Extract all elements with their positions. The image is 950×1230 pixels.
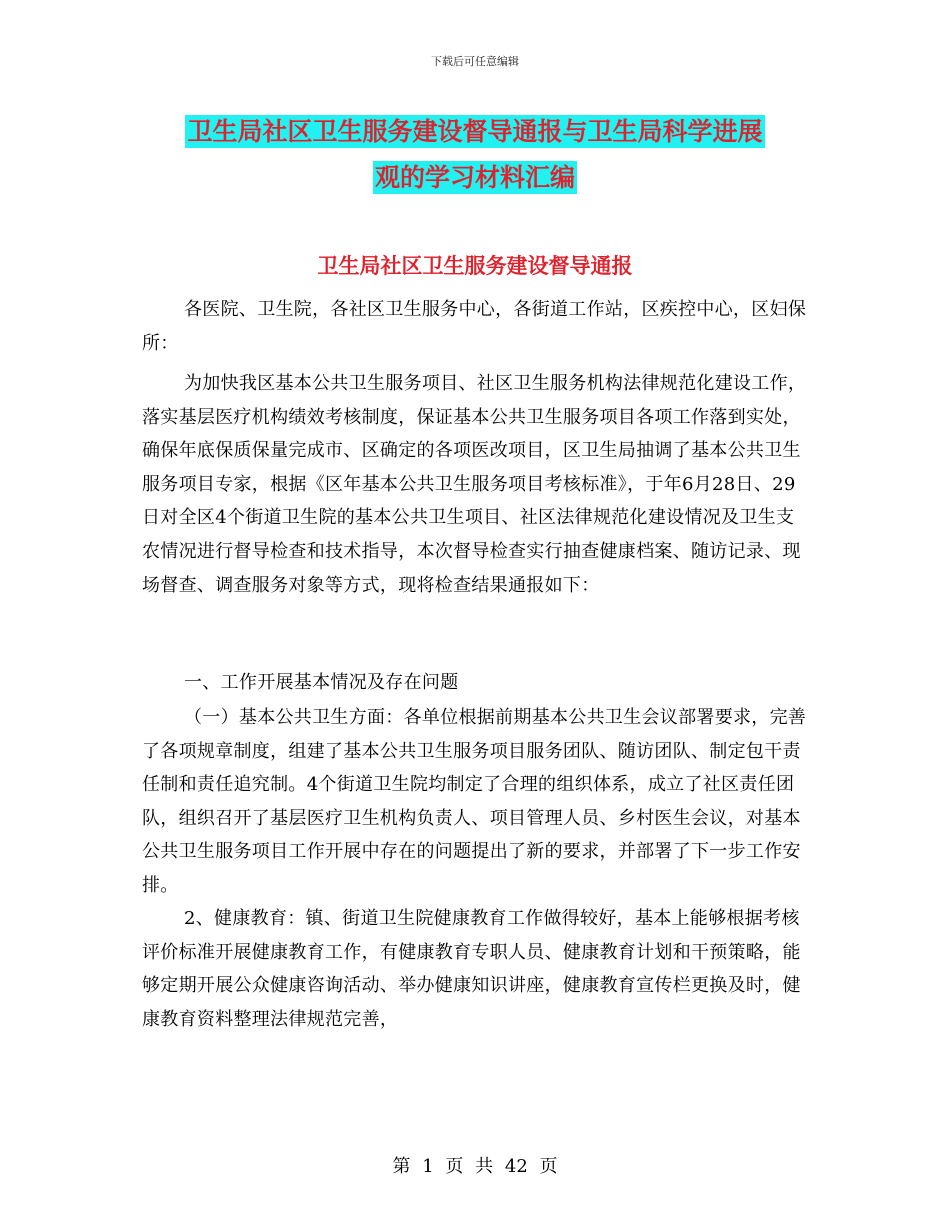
footer-label-ye2: 页 xyxy=(539,1156,558,1177)
page-footer xyxy=(0,1152,950,1178)
health-education-paragraph xyxy=(142,902,812,1036)
salutation-text: 各医院、卫生院，各社区卫生服务中心，各街道工作站，区疾控中心，区妇保所： xyxy=(142,299,807,354)
intro-text: 为加快我区基本公共卫生服务项目、社区卫生服务机构法律规范化建设工作，落实基层医疗机构绩效考核制度，保证基本公共卫生服务项目各项工作落到实处，确保年底保质保量完成市、区确定的各项医改项目，区卫生局抽调了基本公共卫生服务项目专家，根据《区年基本公共卫生服务项目考核标准》，于年6月28日、29日对全区4个街道卫生院的基本公共卫生项目、社区法律规范化建设情况及卫生支农情况进行督导检查和技术指导，本次督导检查实行抽查健康档案、随访记录、现场督查、调查服务对象等方式，现将检查结果通报如下： xyxy=(142,373,807,596)
title-line-1-text: 卫生局社区卫生服务建设督导通报与卫生局科学进展 xyxy=(187,117,763,146)
document-title-line-1 xyxy=(0,112,950,148)
section-title: 卫生局社区卫生服务建设督导通报 xyxy=(317,254,633,278)
title-line-2-text: 观的学习材料汇编 xyxy=(374,163,575,192)
health-education-text: 2、健康教育：镇、街道卫生院健康教育工作做得较好，基本上能够根据考核评价标准开展健康教育工作，有健康教育专职人员、健康教育计划和干预策略，能够定期开展公众健康咨询活动、举办健康知识讲座，健康教育宣传栏更换及时，健康教育资料整理法律规范完善， xyxy=(142,908,801,1030)
footer-label-di: 第 xyxy=(392,1156,411,1177)
intro-paragraph xyxy=(142,367,812,602)
page-header-note: 下载后可任意编辑 xyxy=(431,55,519,68)
footer-current-page: 1 xyxy=(422,1156,434,1177)
public-health-text: （一）基本公共卫生方面：各单位根据前期基本公共卫生会议部署要求，完善了各项规章制度，组建了基本公共卫生服务项目服务团队、随访团队、制定包干责任制和责任追究制。4个街道卫生院均制定了合理的组织体系，成立了社区责任团队，组织召开了基层医疗卫生机构负责人、项目管理人员、乡村医生会议，对基本公共卫生服务项目工作开展中存在的问题提出了新的要求，并部署了下一步工作安排。 xyxy=(142,707,807,896)
salutation-paragraph xyxy=(142,293,812,360)
heading-1-text: 一、工作开展基本情况及存在问题 xyxy=(184,672,459,693)
document-title-line-2 xyxy=(0,158,950,194)
footer-label-ye: 页 xyxy=(445,1156,464,1177)
footer-total-pages: 42 xyxy=(504,1156,528,1177)
footer-label-gong: 共 xyxy=(475,1156,494,1177)
public-health-paragraph xyxy=(142,701,812,903)
section-heading-1 xyxy=(142,666,812,700)
